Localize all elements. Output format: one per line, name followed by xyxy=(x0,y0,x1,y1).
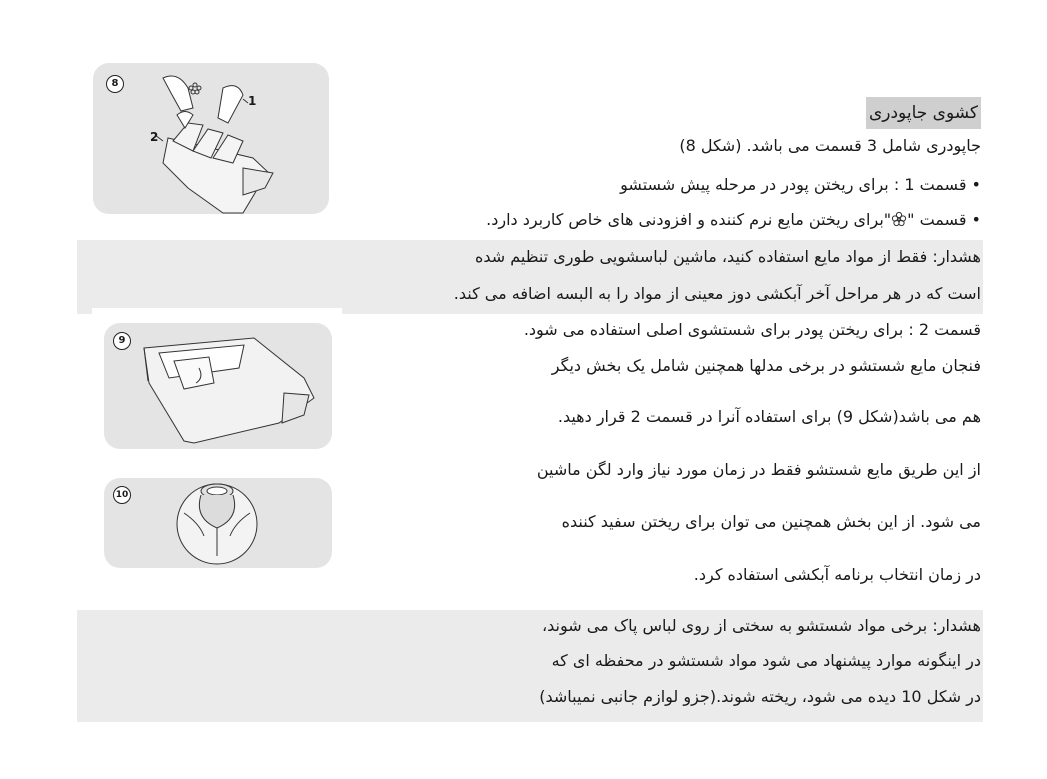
part2-line6: در زمان انتخاب برنامه آبکشی استفاده کرد. xyxy=(693,565,981,584)
detergent-ball-illustration xyxy=(104,478,332,568)
figure-8-badge: 8 xyxy=(106,75,124,93)
bullet-part-softener xyxy=(486,209,981,231)
dispenser-drawer-illustration xyxy=(93,63,329,214)
part2-line3: هم می باشد(شکل 9) برای استفاده آنرا در قسمت 2 قرار دهید. xyxy=(557,407,981,426)
bullet-suffix: "برای ریختن مایع نرم کننده و افزودنی های خاص کاربرد دارد. xyxy=(486,210,892,229)
part2-line5: می شود. از این بخش همچنین می توان برای ریختن سفید کننده xyxy=(561,512,981,531)
warning2-line1: هشدار: برخی مواد شستشو به سختی از روی لباس پاک می شوند، xyxy=(541,616,981,635)
intro-text: جاپودری شامل 3 قسمت می باشد. (شکل 8) xyxy=(679,136,981,155)
flower-icon xyxy=(891,211,907,227)
warning1-line1: هشدار: فقط از مواد مایع استفاده کنید، ماشین لباسشویی طوری تنظیم شده xyxy=(474,247,981,266)
callout-1: 1 xyxy=(248,94,257,108)
warning2-line3: در شکل 10 دیده می شود، ریخته شوند.(جزو لوازم جانبی نمیباشد) xyxy=(539,687,981,706)
section-title: کشوی جاپودری xyxy=(866,97,981,129)
figure-10-detergent-ball xyxy=(104,478,332,568)
part2-line2: فنجان مایع شستشو در برخی مدلها همچنین شامل یک بخش دیگر xyxy=(551,356,981,375)
figure-9-liquid-cup xyxy=(104,323,332,449)
figure-10-badge: 10 xyxy=(113,486,131,504)
warning1-line2: است که در هر مراحل آخر آبکشی دوز معینی از مواد را به البسه اضافه می کند. xyxy=(453,284,981,303)
figure-8-dispenser-drawer xyxy=(93,63,329,214)
part2-line1: قسمت 2 : برای ریختن پودر برای شستشوی اصلی استفاده می شود. xyxy=(523,320,981,339)
band-gap xyxy=(92,308,342,318)
warning2-line2: در اینگونه موارد پیشنهاد می شود مواد شستشو در محفظه ای که xyxy=(551,651,981,670)
bullet-part-1: • قسمت 1 : برای ریختن پودر در مرحله پیش شستشو xyxy=(620,175,981,194)
figure-9-badge: 9 xyxy=(113,332,131,350)
liquid-cup-illustration xyxy=(104,323,332,449)
callout-2: 2 xyxy=(150,130,159,144)
bullet-prefix: • قسمت " xyxy=(907,210,981,229)
part2-line4: از این طریق مایع شستشو فقط در زمان مورد نیاز وارد لگن ماشین xyxy=(536,460,981,479)
